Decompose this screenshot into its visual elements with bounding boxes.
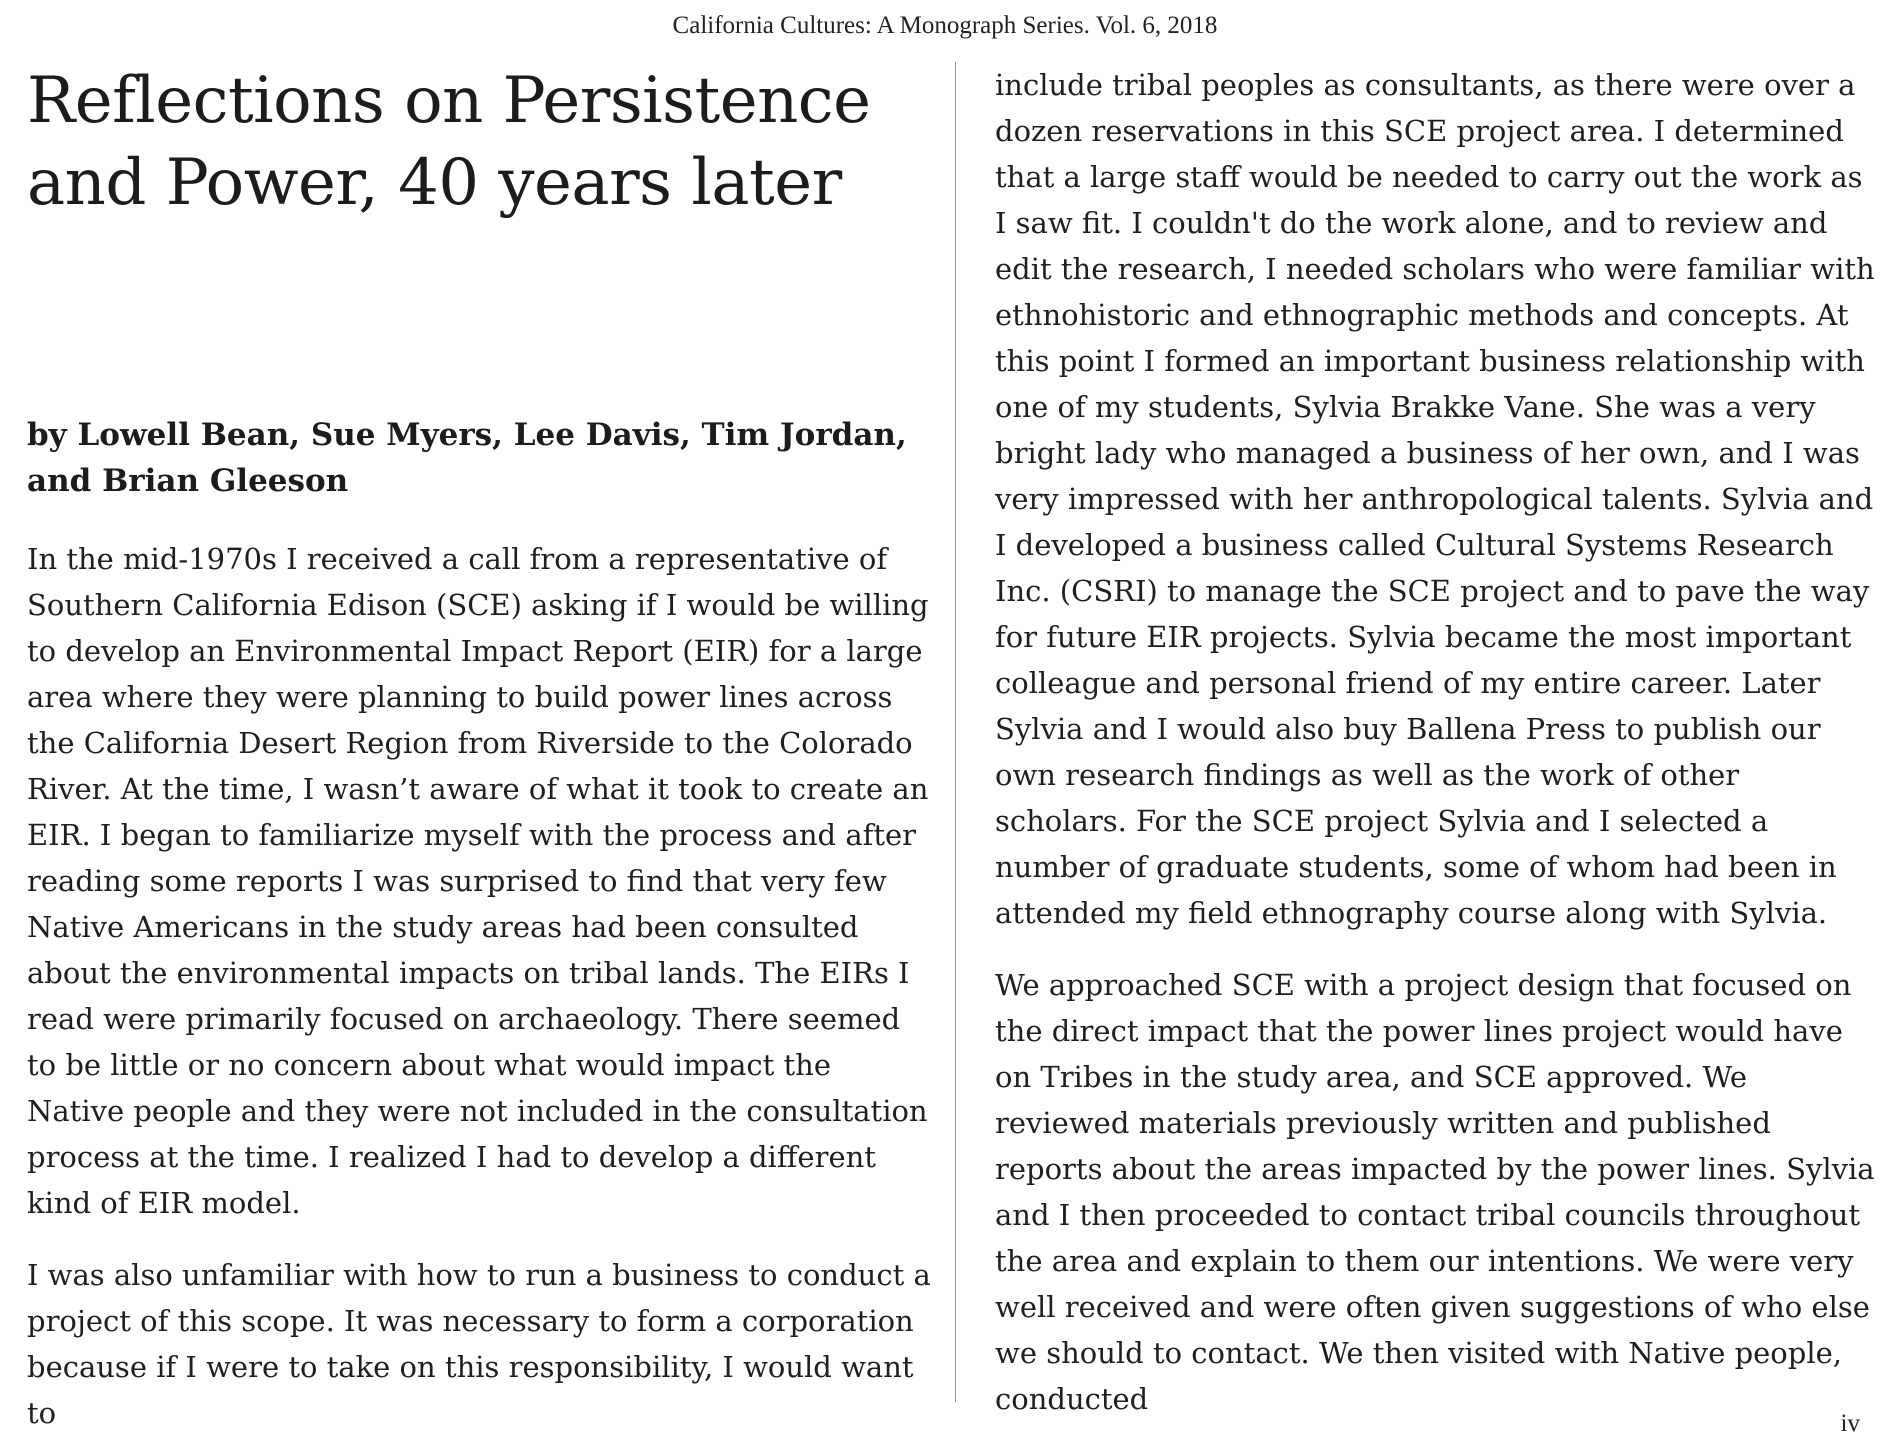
author-byline-line-1: by Lowell Bean, Sue Myers, Lee Davis, Tim Jordan, (27, 417, 907, 453)
article-title (27, 60, 932, 224)
running-head: California Cultures: A Monograph Series. Vol. 6, 2018 (672, 12, 1218, 39)
article-title-line-1: Reflections on Persistence (27, 64, 871, 138)
column-divider (955, 62, 956, 1402)
page-number: iv (1840, 1410, 1860, 1437)
body-paragraph: I was also unfamiliar with how to run a business to conduct a project of this scope. It was necessary to form a corporation because if I were to take on this responsibility, I would want to (27, 1258, 931, 1430)
body-paragraph: include tribal peoples as consultants, as there were over a dozen reservations in this SCE project area. I determined that a large staff would be needed to carry out the work as I saw fit. I couldn't do the work alone, and to review and edit the research, I needed scholars who were familiar with ethnohistoric and ethnographic methods and concepts. At this point I formed an important business relationship with one of my students, Sylvia Brakke Vane. She was a very bright lady who managed a business of her own, and I was very impressed with her anthropological talents. Sylvia and I developed a business called Cultural Systems Research Inc. (CSRI) to manage the SCE project and to pave the way for future EIR projects. Sylvia became the most important colleague and personal friend of my entire career. Later Sylvia and I would also buy Ballena Press to publish our own research findings as well as the work of other scholars. For the SCE project Sylvia and I selected a number of graduate students, some of whom had been in attended my field ethnography course along with Sylvia. (995, 68, 1875, 930)
author-byline (27, 412, 932, 504)
body-paragraph: In the mid-1970s I received a call from a representative of Southern California Edison (SCE) asking if I would be willing to develop an Environmental Impact Report (EIR) for a large area where they were planning to build power lines across the California Desert Region from Riverside to the Colorado River. At the time, I wasn’t aware of what it took to create an EIR. I began to familiarize myself with the process and after reading some reports I was surprised to find that very few Native Americans in the study areas had been consulted about the environmental impacts on tribal lands. The EIRs I read were primarily focused on archaeology. There seemed to be little or no concern about what would impact the Native people and they were not included in the consultation process at the time. I realized I had to develop a different kind of EIR model. (27, 542, 929, 1220)
left-column (27, 60, 932, 1436)
article-title-line-2: and Power, 40 years later (27, 146, 842, 220)
author-byline-line-2: and Brian Gleeson (27, 463, 349, 499)
right-column (995, 62, 1880, 1422)
body-paragraph: We approached SCE with a project design that focused on the direct impact that the power lines project would have on Tribes in the study area, and SCE approved. We reviewed materials previously written and published reports about the areas impacted by the power lines. Sylvia and I then proceeded to contact tribal councils throughout the area and explain to them our intentions. We were very well received and were often given suggestions of who else we should to contact. We then visited with Native people, conducted (995, 968, 1875, 1416)
